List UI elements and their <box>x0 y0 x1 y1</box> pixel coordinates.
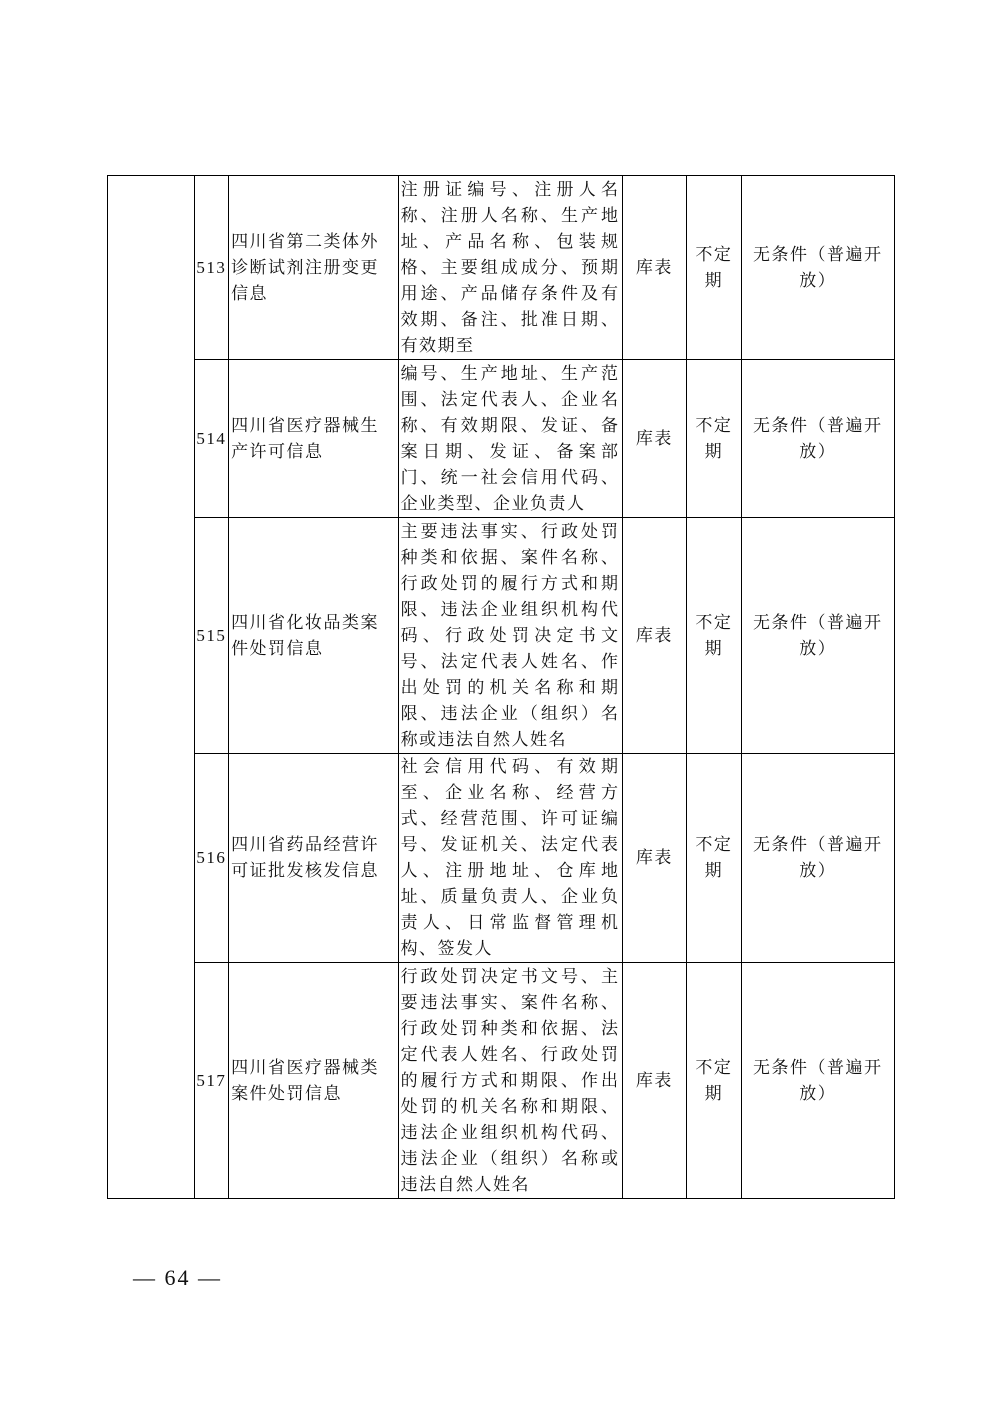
dataset-name: 四川省医疗器械类案件处罚信息 <box>229 963 399 1199</box>
table-row <box>108 963 895 1199</box>
dataset-name: 四川省药品经营许可证批发核发信息 <box>229 754 399 963</box>
dataset-format: 库表 <box>622 360 687 518</box>
table-row <box>108 360 895 518</box>
update-frequency: 不定期 <box>687 963 741 1199</box>
update-frequency: 不定期 <box>687 754 741 963</box>
open-condition: 无条件（普遍开放） <box>741 754 894 963</box>
update-frequency: 不定期 <box>687 176 741 360</box>
dataset-fields: 编号、生产地址、生产范围、法定代表人、企业名称、有效期限、发证、备案日期、发证、备案部门、统一社会信用代码、企业类型、企业负责人 <box>398 360 622 518</box>
catalog-table <box>107 175 895 1199</box>
table-row <box>108 176 895 360</box>
dataset-name: 四川省第二类体外诊断试剂注册变更信息 <box>229 176 399 360</box>
row-number: 516 <box>194 754 228 963</box>
dataset-fields: 社会信用代码、有效期至、企业名称、经营方式、经营范围、许可证编号、发证机关、法定代表人、注册地址、仓库地址、质量负责人、企业负责人、日常监督管理机构、签发人 <box>398 754 622 963</box>
update-frequency: 不定期 <box>687 518 741 754</box>
row-number: 514 <box>194 360 228 518</box>
open-condition: 无条件（普遍开放） <box>741 176 894 360</box>
dataset-name: 四川省医疗器械生产许可信息 <box>229 360 399 518</box>
dataset-fields: 主要违法事实、行政处罚种类和依据、案件名称、行政处罚的履行方式和期限、违法企业组织机构代码、行政处罚决定书文号、法定代表人姓名、作出处罚的机关名称和期限、违法企业（组织）名称或违法自然人姓名 <box>398 518 622 754</box>
dataset-fields: 行政处罚决定书文号、主要违法事实、案件名称、行政处罚种类和依据、法定代表人姓名、行政处罚的履行方式和期限、作出处罚的机关名称和期限、违法企业组织机构代码、违法企业（组织）名称或违法自然人姓名 <box>398 963 622 1199</box>
category-cell <box>108 176 195 1199</box>
update-frequency: 不定期 <box>687 360 741 518</box>
row-number: 517 <box>194 963 228 1199</box>
dataset-fields: 注册证编号、注册人名称、注册人名称、生产地址、产品名称、包装规格、主要组成成分、预期用途、产品储存条件及有效期、备注、批准日期、有效期至 <box>398 176 622 360</box>
dataset-format: 库表 <box>622 176 687 360</box>
dataset-format: 库表 <box>622 754 687 963</box>
table-row <box>108 754 895 963</box>
open-condition: 无条件（普遍开放） <box>741 360 894 518</box>
table-row <box>108 518 895 754</box>
row-number: 515 <box>194 518 228 754</box>
dataset-format: 库表 <box>622 518 687 754</box>
row-number: 513 <box>194 176 228 360</box>
page-number: — 64 — <box>133 1265 222 1290</box>
dataset-name: 四川省化妆品类案件处罚信息 <box>229 518 399 754</box>
dataset-format: 库表 <box>622 963 687 1199</box>
open-condition: 无条件（普遍开放） <box>741 963 894 1199</box>
open-condition: 无条件（普遍开放） <box>741 518 894 754</box>
